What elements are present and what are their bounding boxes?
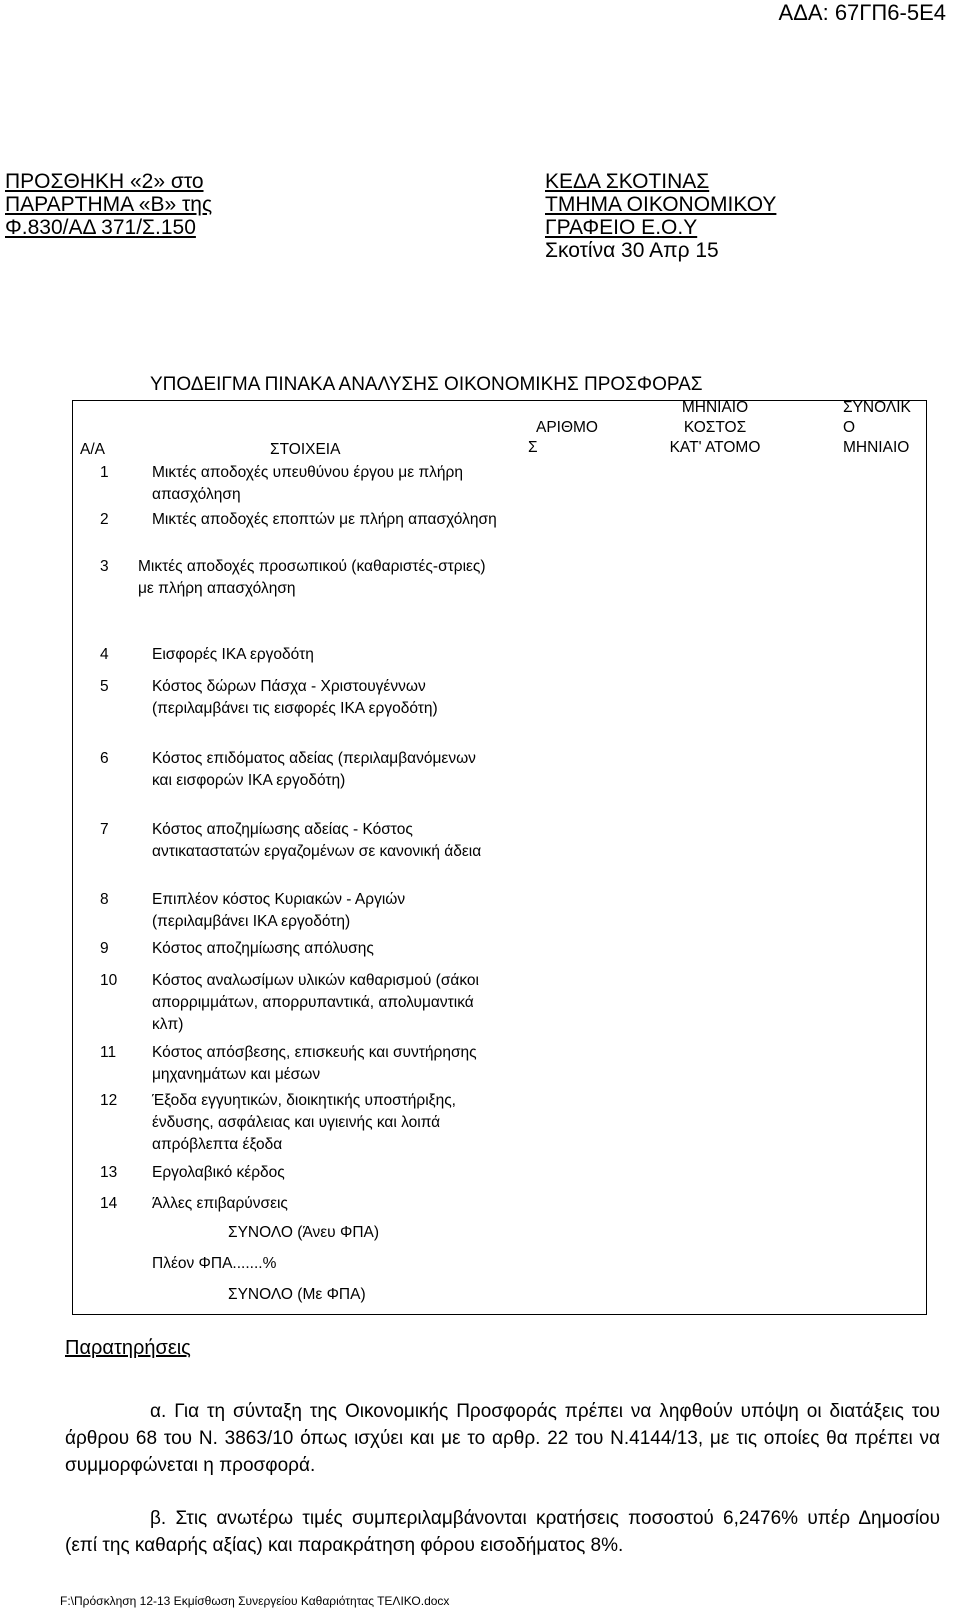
note-b (65, 1505, 940, 1559)
col-header-line: ΚΑΤ' ΑΤΟΜΟ (669, 439, 761, 456)
col-header-line: Ο (843, 419, 856, 436)
row-number: 3 (100, 558, 109, 575)
col-header-count (522, 418, 612, 458)
col-header-line: ΜΗΝΙΑΙΟ (843, 439, 910, 456)
row-number: 14 (100, 1195, 118, 1212)
row-text: Έξοδα εγγυητικών, διοικητικής υποστήριξης, ένδυσης, ασφάλειας και υγιεινής και λοιπά απρόβλεπτα έξοδα (152, 1092, 456, 1153)
row-text: Μικτές αποδοχές προσωπικού (καθαριστές-στριες) με πλήρη απασχόληση (138, 558, 486, 597)
note-a-text: α. Για τη σύνταξη της Οικονομικής Προσφοράς πρέπει να ληφθούν υπόψη οι διατάξεις του άρθρου 68 του Ν. 3863/10 όπως ισχύει και με το αρθρ. 22 του Ν.4144/13, με τις οποίες θα πρέπει να συμμορφώνεται η προσφορά. (65, 1401, 940, 1476)
plus-vat: Πλέον ΦΠΑ.......% (152, 1255, 277, 1272)
row-text: Κόστος επιδόματος αδείας (περιλαμβανόμενων και εισφορών ΙΚΑ εργοδότη) (152, 750, 476, 789)
row-number: 6 (100, 750, 109, 767)
issuer-line: ΚΕΔΑ ΣΚΟΤΙΝΑΣ (545, 170, 710, 193)
issuer-line: ΤΜΗΜΑ ΟΙΚΟΝΟΜΙΚΟΥ (545, 193, 777, 216)
row-text: Κόστος αποζημίωσης αδείας - Κόστος αντικαταστατών εργαζομένων σε κανονική άδεια (152, 821, 482, 860)
notes-title: Παρατηρήσεις (65, 1337, 191, 1359)
row-number: 12 (100, 1092, 118, 1109)
col-header-line: ΚΟΣΤΟΣ (683, 419, 747, 436)
table-title: ΥΠΟΔΕΙΓΜΑ ΠΙΝΑΚΑ ΑΝΑΛΥΣΗΣ ΟΙΚΟΝΟΜΙΚΗΣ ΠΡΟΣΦΟΡΑΣ (150, 374, 703, 395)
annex-line: ΠΡΟΣΘΗΚΗ «2» στο (5, 170, 204, 193)
row-text: Άλλες επιβαρύνσεις (152, 1195, 288, 1212)
annex-line: Φ.830/ΑΔ 371/Σ.150 (5, 216, 196, 239)
issuer-block (545, 170, 776, 262)
row-text: Εργολαβικό κέρδος (152, 1164, 285, 1181)
note-b-text: β. Στις ανωτέρω τιμές συμπεριλαμβάνονται κρατήσεις ποσοστού 6,2476% υπέρ Δημοσίου (επί της καθαρής αξίας) και παρακράτηση φόρου εισοδήματος 8%. (65, 1508, 940, 1556)
col-header-line: ΣΥΝΟΛΙΚ (843, 399, 911, 416)
row-text: Εισφορές ΙΚΑ εργοδότη (152, 646, 314, 663)
file-path-footer: F:\Πρόσκληση 12-13 Εκμίσθωση Συνεργείου Καθαριότητας ΤΕΛΙΚΟ.docx (60, 1594, 450, 1608)
row-number: 11 (100, 1044, 117, 1061)
ada-code: ΑΔΑ: 67ΓΠ6-5Ε4 (778, 0, 946, 25)
row-number: 8 (100, 891, 109, 908)
col-header-items: ΣΤΟΙΧΕΙΑ (270, 441, 341, 458)
row-number: 1 (100, 464, 109, 481)
total-with-vat: ΣΥΝΟΛΟ (Με ΦΠΑ) (228, 1286, 366, 1303)
annex-reference (5, 170, 212, 239)
row-number: 5 (100, 678, 109, 695)
row-text: Μικτές αποδοχές υπευθύνου έργου με πλήρη απασχόληση (152, 464, 463, 503)
row-text: Κόστος δώρων Πάσχα - Χριστουγέννων (περιλαμβάνει τις εισφορές ΙΚΑ εργοδότη) (152, 678, 438, 717)
row-text: Κόστος αναλωσίμων υλικών καθαρισμού (σάκοι απορριμμάτων, απορρυπαντικά, απολυμαντικά κλπ) (152, 972, 479, 1033)
row-text: Κόστος απόσβεσης, επισκευής και συντήρησης μηχανημάτων και μέσων (152, 1044, 477, 1083)
row-text: Μικτές αποδοχές εποπτών με πλήρη απασχόληση (152, 511, 497, 528)
issuer-line: ΓΡΑΦΕΙΟ Ε.Ο.Υ (545, 216, 698, 239)
row-number: 4 (100, 646, 109, 663)
row-number: 2 (100, 511, 109, 528)
row-number: 9 (100, 940, 109, 957)
note-a (65, 1398, 940, 1479)
row-text: Κόστος αποζημίωσης απόλυσης (152, 940, 374, 957)
row-number: 10 (100, 972, 118, 989)
row-number: 7 (100, 821, 109, 838)
row-number: 13 (100, 1164, 118, 1181)
annex-line: ΠΑΡΑΡΤΗΜΑ «Β» της (5, 193, 213, 216)
col-header-unit-cost (640, 398, 790, 458)
issue-date: Σκοτίνα 30 Απρ 15 (545, 239, 719, 262)
row-text: Επιπλέον κόστος Κυριακών - Αργιών (περιλαμβάνει ΙΚΑ εργοδότη) (152, 891, 406, 930)
col-header-line: ΜΗΝΙΑΙΟ (681, 399, 749, 416)
col-header-line: ΑΡΙΘΜΟ (535, 419, 598, 436)
col-header-total (843, 398, 911, 458)
total-no-vat: ΣΥΝΟΛΟ (Άνευ ΦΠΑ) (228, 1224, 380, 1241)
col-header-line: Σ (528, 439, 538, 456)
col-header-aa: Α/Α (80, 441, 105, 458)
